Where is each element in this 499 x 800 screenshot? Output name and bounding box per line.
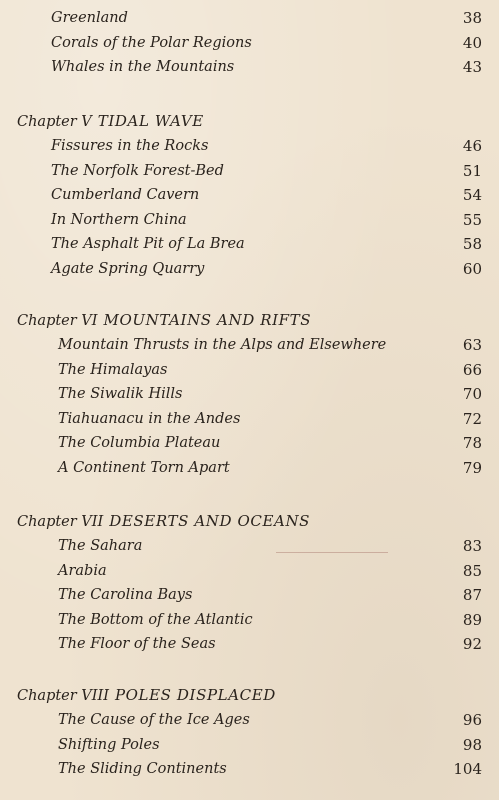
pencil-mark: [276, 552, 388, 553]
entry-page-number: 78: [462, 434, 482, 452]
chapter-title: POLES DISPLACED: [114, 686, 276, 704]
entry-title: The Floor of the Seas: [58, 636, 216, 652]
entry-page-number: 46: [462, 137, 482, 155]
entry-title: Agate Spring Quarry: [51, 260, 205, 277]
chapter-heading: [0, 682, 499, 708]
toc-entry: [0, 257, 499, 282]
chapter-heading-text: [17, 108, 204, 135]
entry-page-number: 38: [462, 9, 482, 27]
entry-title: The Cause of the Ice Ages: [58, 712, 250, 728]
entry-page-number: 83: [462, 537, 482, 555]
chapter-section: [0, 508, 499, 657]
entry-title: Corals of the Polar Regions: [51, 34, 252, 51]
entry-title: In Northern China: [51, 211, 187, 228]
entry-page-number: 66: [462, 360, 482, 379]
toc-entry: [0, 159, 499, 184]
entry-page-number: 51: [462, 161, 482, 180]
entry-page-number: 58: [462, 235, 482, 253]
chapter-number: Chapter VIII: [17, 688, 109, 704]
entry-title: The Asphalt Pit of La Brea: [51, 236, 245, 252]
toc-entry: [0, 431, 499, 456]
toc-entry: [0, 232, 499, 257]
entry-title: A Continent Torn Apart: [58, 459, 230, 476]
entry-title: Greenland: [51, 10, 128, 26]
entry-page-number: 89: [462, 610, 482, 629]
toc-entry: [0, 208, 499, 233]
entry-page-number: 70: [462, 385, 482, 403]
entry-page-number: 104: [453, 760, 482, 778]
entry-title: Fissures in the Rocks: [51, 138, 209, 154]
entry-title: Shifting Poles: [58, 736, 160, 753]
chapter-title: TIDAL WAVE: [97, 112, 204, 130]
entry-page-number: 60: [462, 259, 482, 278]
entry-title: Mountain Thrusts in the Alps and Elsewhere: [58, 337, 387, 353]
entry-page-number: 63: [462, 336, 482, 354]
chapter-number: Chapter VII: [17, 514, 104, 530]
entry-page-number: 98: [462, 735, 482, 754]
entry-page-number: 40: [462, 33, 482, 52]
toc-top-entries: [0, 6, 499, 80]
entry-title: The Sliding Continents: [58, 761, 227, 777]
toc-entry: [0, 608, 499, 633]
toc-entry: [0, 733, 499, 758]
chapter-heading-text: [17, 307, 311, 334]
toc-entry: [0, 183, 499, 208]
chapter-heading: [0, 307, 499, 333]
toc-entry: [0, 382, 499, 407]
entry-title: Cumberland Cavern: [51, 187, 200, 203]
entry-page-number: 72: [462, 409, 482, 428]
chapter-heading: [0, 508, 499, 534]
entry-title: Arabia: [58, 562, 107, 579]
toc-entry: [0, 757, 499, 782]
chapter-heading-text: [17, 508, 310, 535]
entry-page-number: 96: [462, 711, 482, 729]
chapter-heading: [0, 108, 499, 134]
toc-entry: [0, 6, 499, 31]
entry-title: Whales in the Mountains: [51, 59, 235, 75]
entry-page-number: 92: [462, 635, 482, 653]
entry-page-number: 55: [462, 210, 482, 229]
entry-title: Tiahuanacu in the Andes: [58, 410, 241, 427]
toc-entry: [0, 31, 499, 56]
entry-page-number: 85: [462, 561, 482, 580]
entry-title: The Himalayas: [58, 361, 168, 378]
entry-title: The Columbia Plateau: [58, 435, 221, 451]
toc-entry: [0, 534, 499, 559]
entry-page-number: 79: [462, 458, 482, 477]
toc-entry: [0, 407, 499, 432]
entry-page-number: 43: [462, 58, 482, 76]
entry-title: The Bottom of the Atlantic: [58, 611, 253, 628]
entry-title: The Norfolk Forest-Bed: [51, 162, 224, 179]
toc-entry: [0, 333, 499, 358]
toc-entry: [0, 559, 499, 584]
chapter-title: MOUNTAINS AND RIFTS: [103, 311, 312, 329]
entry-page-number: 54: [462, 186, 482, 204]
entry-page-number: 87: [462, 586, 482, 604]
chapter-section: [0, 307, 499, 480]
entry-title: The Carolina Bays: [58, 587, 193, 603]
entry-title: The Siwalik Hills: [58, 386, 183, 402]
toc-entry: [0, 55, 499, 80]
toc-entry: [0, 708, 499, 733]
chapter-section: [0, 108, 499, 281]
chapter-heading-text: [17, 682, 276, 709]
toc-entry: [0, 583, 499, 608]
chapter-section: [0, 682, 499, 782]
toc-entry: [0, 456, 499, 481]
chapter-title: DESERTS AND OCEANS: [109, 512, 311, 530]
chapter-number: Chapter V: [17, 114, 92, 130]
chapter-number: Chapter VI: [17, 313, 98, 329]
toc-entry: [0, 632, 499, 657]
entry-title: The Sahara: [58, 538, 143, 554]
toc-entry: [0, 134, 499, 159]
toc-entry: [0, 358, 499, 383]
